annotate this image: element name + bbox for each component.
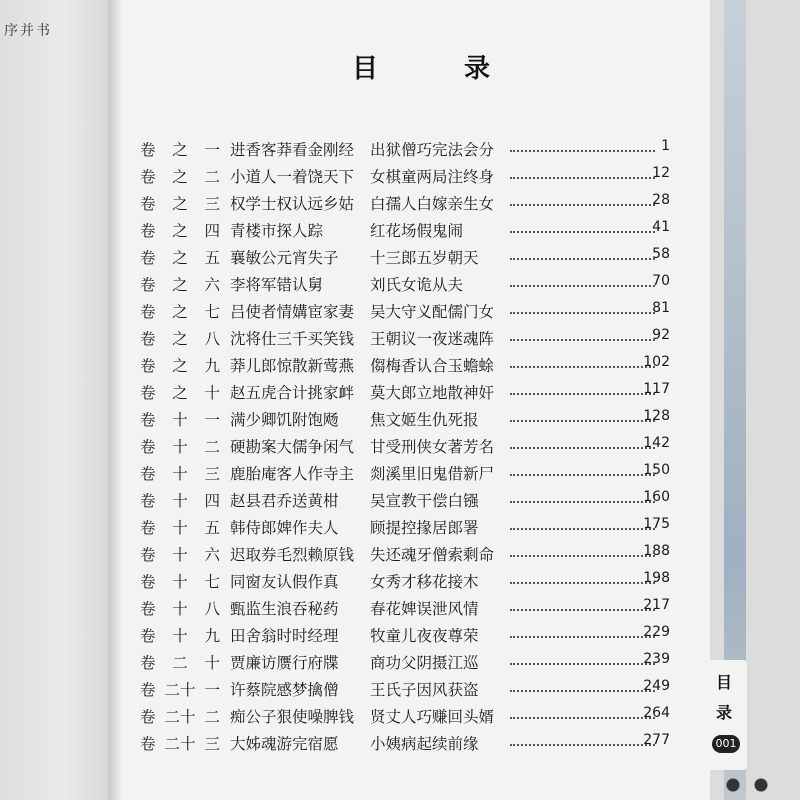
chapter-title-second: 白孺人白嫁亲生女 xyxy=(370,195,495,213)
volume-label-char: 之 xyxy=(172,276,188,294)
volume-label-char: 十 xyxy=(172,465,188,483)
volume-label-char: 卷 xyxy=(140,330,156,348)
page-title: 目 录 xyxy=(352,54,521,84)
page-number: 92 xyxy=(652,327,670,343)
dot-leader xyxy=(510,462,655,476)
volume-label-char: 二 xyxy=(204,438,220,456)
chapter-title-second: 出狱僧巧完法会分 xyxy=(370,141,495,159)
section-tab-label-top: 目 xyxy=(716,673,733,692)
volume-label-char: 卷 xyxy=(140,492,156,510)
page-number: 160 xyxy=(643,489,670,505)
chapter-title-first: 赵县君乔送黄柑 xyxy=(230,492,339,510)
volume-label-char: 卷 xyxy=(140,222,156,240)
volume-label-char: 十 xyxy=(172,627,188,645)
dot-leader xyxy=(510,381,655,395)
toc-row xyxy=(140,135,670,162)
chapter-title-first: 迟取券毛烈赖原钱 xyxy=(230,546,355,564)
chapter-title-first: 贾廉访赝行府牒 xyxy=(230,654,339,672)
volume-label-char: 二 xyxy=(204,168,220,186)
page-number: 28 xyxy=(652,192,670,208)
page-number: 188 xyxy=(643,543,670,559)
chapter-title-second: 吴宣教干偿白镪 xyxy=(370,492,479,510)
chapter-title-second: 吴大守义配儒门女 xyxy=(370,303,495,321)
chapter-title-first: 吕使者情媾宦家妻 xyxy=(230,303,355,321)
chapter-title-second: 商功父阴摄江巡 xyxy=(370,654,479,672)
volume-label-char: 三 xyxy=(204,195,220,213)
toc-row xyxy=(140,351,670,378)
page-number: 264 xyxy=(643,705,670,721)
volume-label-char: 十 xyxy=(172,519,188,537)
volume-label-char: 十 xyxy=(204,384,220,402)
volume-label-char: 卷 xyxy=(140,411,156,429)
page-number-badge: 001 xyxy=(712,735,740,753)
dot-leader xyxy=(510,300,655,314)
toc-row xyxy=(140,567,670,594)
chapter-title-first: 许蔡院感梦擒僧 xyxy=(230,681,339,699)
volume-label-char: 卷 xyxy=(140,249,156,267)
toc-row xyxy=(140,459,670,486)
dot-leader xyxy=(510,570,655,584)
volume-label xyxy=(140,489,220,511)
dot-leader xyxy=(510,732,655,746)
toc-row xyxy=(140,324,670,351)
toc-row xyxy=(140,540,670,567)
volume-label-char: 卷 xyxy=(140,735,156,753)
volume-label-char: 十 xyxy=(172,546,188,564)
volume-label xyxy=(140,516,220,538)
toc-row xyxy=(140,243,670,270)
chapter-title-second: 牧童儿夜夜尊荣 xyxy=(370,627,479,645)
dot-leader xyxy=(510,651,655,665)
page-number: 239 xyxy=(643,651,670,667)
page-number: 128 xyxy=(643,408,670,424)
volume-label xyxy=(140,354,220,376)
volume-label-char: 一 xyxy=(204,411,220,429)
volume-label xyxy=(140,705,220,727)
chapter-title-second: 刘氏女诡从夫 xyxy=(370,276,464,294)
dot-leader xyxy=(510,246,655,260)
volume-label-char: 卷 xyxy=(140,519,156,537)
page-number: 102 xyxy=(643,354,670,370)
volume-label xyxy=(140,219,220,241)
volume-label-char: 九 xyxy=(204,627,220,645)
dot-leader xyxy=(510,543,655,557)
toc-row xyxy=(140,270,670,297)
page-number: 229 xyxy=(643,624,670,640)
chapter-title-second: 失还魂牙僧索剩命 xyxy=(370,546,495,564)
chapter-title-first: 沈将仕三千买笑钱 xyxy=(230,330,355,348)
toc-row xyxy=(140,513,670,540)
dot-leader xyxy=(510,705,655,719)
chapter-title-second: 女棋童两局注终身 xyxy=(370,168,495,186)
volume-label-char: 卷 xyxy=(140,654,156,672)
volume-label-char: 十 xyxy=(172,438,188,456)
volume-label xyxy=(140,138,220,160)
chapter-title-first: 大姊魂游完宿愿 xyxy=(230,735,339,753)
volume-label-char: 四 xyxy=(204,492,220,510)
toc-row xyxy=(140,162,670,189)
page-number: 142 xyxy=(643,435,670,451)
table-of-contents xyxy=(140,135,670,756)
ornament-icon xyxy=(712,770,782,800)
volume-label-char: 卷 xyxy=(140,546,156,564)
volume-label xyxy=(140,408,220,430)
toc-row xyxy=(140,405,670,432)
volume-label-char: 六 xyxy=(204,276,220,294)
volume-label-char: 十 xyxy=(172,573,188,591)
volume-label-char: 卷 xyxy=(140,438,156,456)
volume-label-char: 十 xyxy=(172,492,188,510)
chapter-title-first: 鹿胎庵客人作寺主 xyxy=(230,465,355,483)
volume-label xyxy=(140,597,220,619)
volume-label-char: 卷 xyxy=(140,303,156,321)
volume-label xyxy=(140,165,220,187)
toc-row xyxy=(140,621,670,648)
volume-label xyxy=(140,570,220,592)
toc-row xyxy=(140,378,670,405)
page-number: 12 xyxy=(652,165,670,181)
chapter-title-first: 田舍翁时时经理 xyxy=(230,627,339,645)
chapter-title-first: 甄监生浪吞秘药 xyxy=(230,600,339,618)
volume-label xyxy=(140,192,220,214)
volume-label-char: 七 xyxy=(204,573,220,591)
volume-label-char: 卷 xyxy=(140,465,156,483)
volume-label-char: 一 xyxy=(204,141,220,159)
page-number: 41 xyxy=(652,219,670,235)
dot-leader xyxy=(510,597,655,611)
chapter-title-second: 女秀才移花接木 xyxy=(370,573,479,591)
chapter-title-first: 权学士权认远乡姑 xyxy=(230,195,355,213)
page-number: 277 xyxy=(643,732,670,748)
volume-label-char: 卷 xyxy=(140,681,156,699)
volume-label xyxy=(140,678,220,700)
dot-leader xyxy=(510,408,655,422)
page-number: 249 xyxy=(643,678,670,694)
toc-row xyxy=(140,729,670,756)
volume-label-char: 卷 xyxy=(140,195,156,213)
volume-label-char: 十 xyxy=(204,654,220,672)
chapter-title-first: 满少卿饥附饱飏 xyxy=(230,411,339,429)
toc-row xyxy=(140,297,670,324)
page-number: 58 xyxy=(652,246,670,262)
volume-label xyxy=(140,273,220,295)
toc-row xyxy=(140,675,670,702)
volume-label-char: 卷 xyxy=(140,384,156,402)
chapter-title-first: 李将军错认舅 xyxy=(230,276,324,294)
page-number: 217 xyxy=(643,597,670,613)
page-number: 117 xyxy=(643,381,670,397)
volume-label-char: 七 xyxy=(204,303,220,321)
volume-label-char: 之 xyxy=(172,168,188,186)
chapter-title-second: 㑳梅香认合玉蟾蜍 xyxy=(370,357,495,375)
volume-label-char: 之 xyxy=(172,330,188,348)
chapter-title-second: 小姨病起续前缘 xyxy=(370,735,479,753)
volume-label xyxy=(140,381,220,403)
volume-label-char: 十 xyxy=(172,600,188,618)
volume-label-char: 十 xyxy=(172,411,188,429)
volume-label xyxy=(140,732,220,754)
volume-label-char: 二 xyxy=(172,654,188,672)
dot-leader xyxy=(510,219,655,233)
chapter-title-second: 焦文姬生仇死报 xyxy=(370,411,479,429)
volume-label xyxy=(140,246,220,268)
chapter-title-first: 赵五虎合计挑家衅 xyxy=(230,384,355,402)
toc-row xyxy=(140,594,670,621)
volume-label-char: 五 xyxy=(204,519,220,537)
volume-label xyxy=(140,300,220,322)
chapter-title-second: 王朝议一夜迷魂阵 xyxy=(370,330,495,348)
page-number: 175 xyxy=(643,516,670,532)
page-number: 198 xyxy=(643,570,670,586)
volume-label-char: 三 xyxy=(204,735,220,753)
dot-leader xyxy=(510,165,655,179)
volume-label-char: 二十 xyxy=(164,681,196,699)
volume-label xyxy=(140,543,220,565)
volume-label-char: 之 xyxy=(172,195,188,213)
toc-row xyxy=(140,216,670,243)
toc-row xyxy=(140,702,670,729)
toc-row xyxy=(140,189,670,216)
chapter-title-second: 贤丈人巧赚回头婿 xyxy=(370,708,495,726)
left-page xyxy=(0,0,108,800)
volume-label-char: 卷 xyxy=(140,708,156,726)
dot-leader xyxy=(510,678,655,692)
volume-label-char: 卷 xyxy=(140,573,156,591)
chapter-title-second: 十三郎五岁朝天 xyxy=(370,249,479,267)
toc-row xyxy=(140,648,670,675)
volume-label xyxy=(140,624,220,646)
volume-label-char: 一 xyxy=(204,681,220,699)
section-tab-label-bottom: 录 xyxy=(716,703,733,722)
volume-label-char: 之 xyxy=(172,303,188,321)
toc-row xyxy=(140,432,670,459)
chapter-title-second: 王氏子因风获盗 xyxy=(370,681,479,699)
page-number: 81 xyxy=(652,300,670,316)
chapter-title-first: 青楼市探人踪 xyxy=(230,222,324,240)
left-page-header: 序并书 xyxy=(4,23,52,39)
volume-label-char: 卷 xyxy=(140,141,156,159)
dot-leader xyxy=(510,624,655,638)
volume-label-char: 卷 xyxy=(140,276,156,294)
chapter-title-second: 剡溪里旧鬼借新尸 xyxy=(370,465,495,483)
dot-leader xyxy=(510,138,655,152)
chapter-title-first: 小道人一着饶天下 xyxy=(230,168,355,186)
volume-label-char: 八 xyxy=(204,600,220,618)
volume-label-char: 二十 xyxy=(164,708,196,726)
volume-label-char: 八 xyxy=(204,330,220,348)
volume-label xyxy=(140,435,220,457)
dot-leader xyxy=(510,192,655,206)
volume-label-char: 卷 xyxy=(140,357,156,375)
volume-label-char: 三 xyxy=(204,465,220,483)
book-gutter xyxy=(108,0,122,800)
chapter-title-second: 顾提控掾居郎署 xyxy=(370,519,479,537)
volume-label-char: 卷 xyxy=(140,600,156,618)
volume-label-char: 二十 xyxy=(164,735,196,753)
volume-label xyxy=(140,462,220,484)
volume-label xyxy=(140,651,220,673)
volume-label-char: 四 xyxy=(204,222,220,240)
dot-leader xyxy=(510,489,655,503)
toc-row xyxy=(140,486,670,513)
volume-label-char: 卷 xyxy=(140,627,156,645)
page-number: 1 xyxy=(661,138,670,154)
volume-label-char: 之 xyxy=(172,141,188,159)
dot-leader xyxy=(510,435,655,449)
dot-leader xyxy=(510,516,655,530)
dot-leader xyxy=(510,354,655,368)
chapter-title-first: 韩侍郎婢作夫人 xyxy=(230,519,339,537)
chapter-title-first: 进香客莽看金刚经 xyxy=(230,141,355,159)
volume-label-char: 五 xyxy=(204,249,220,267)
chapter-title-first: 同窗友认假作真 xyxy=(230,573,339,591)
volume-label-char: 之 xyxy=(172,384,188,402)
chapter-title-first: 硬勘案大儒争闲气 xyxy=(230,438,355,456)
volume-label-char: 之 xyxy=(172,249,188,267)
chapter-title-second: 春花婢误泄风情 xyxy=(370,600,479,618)
chapter-title-second: 甘受刑侠女著芳名 xyxy=(370,438,495,456)
volume-label xyxy=(140,327,220,349)
dot-leader xyxy=(510,273,655,287)
chapter-title-second: 莫大郎立地散神奸 xyxy=(370,384,495,402)
volume-label-char: 九 xyxy=(204,357,220,375)
chapter-title-first: 痴公子狠使噪脾钱 xyxy=(230,708,355,726)
chapter-title-first: 襄敏公元宵失子 xyxy=(230,249,339,267)
chapter-title-first: 莽儿郎惊散新莺燕 xyxy=(230,357,355,375)
volume-label-char: 二 xyxy=(204,708,220,726)
volume-label-char: 六 xyxy=(204,546,220,564)
page-number: 150 xyxy=(643,462,670,478)
dot-leader xyxy=(510,327,655,341)
page-number: 70 xyxy=(652,273,670,289)
volume-label-char: 之 xyxy=(172,222,188,240)
chapter-title-second: 红花场假鬼闹 xyxy=(370,222,464,240)
volume-label-char: 卷 xyxy=(140,168,156,186)
volume-label-char: 之 xyxy=(172,357,188,375)
